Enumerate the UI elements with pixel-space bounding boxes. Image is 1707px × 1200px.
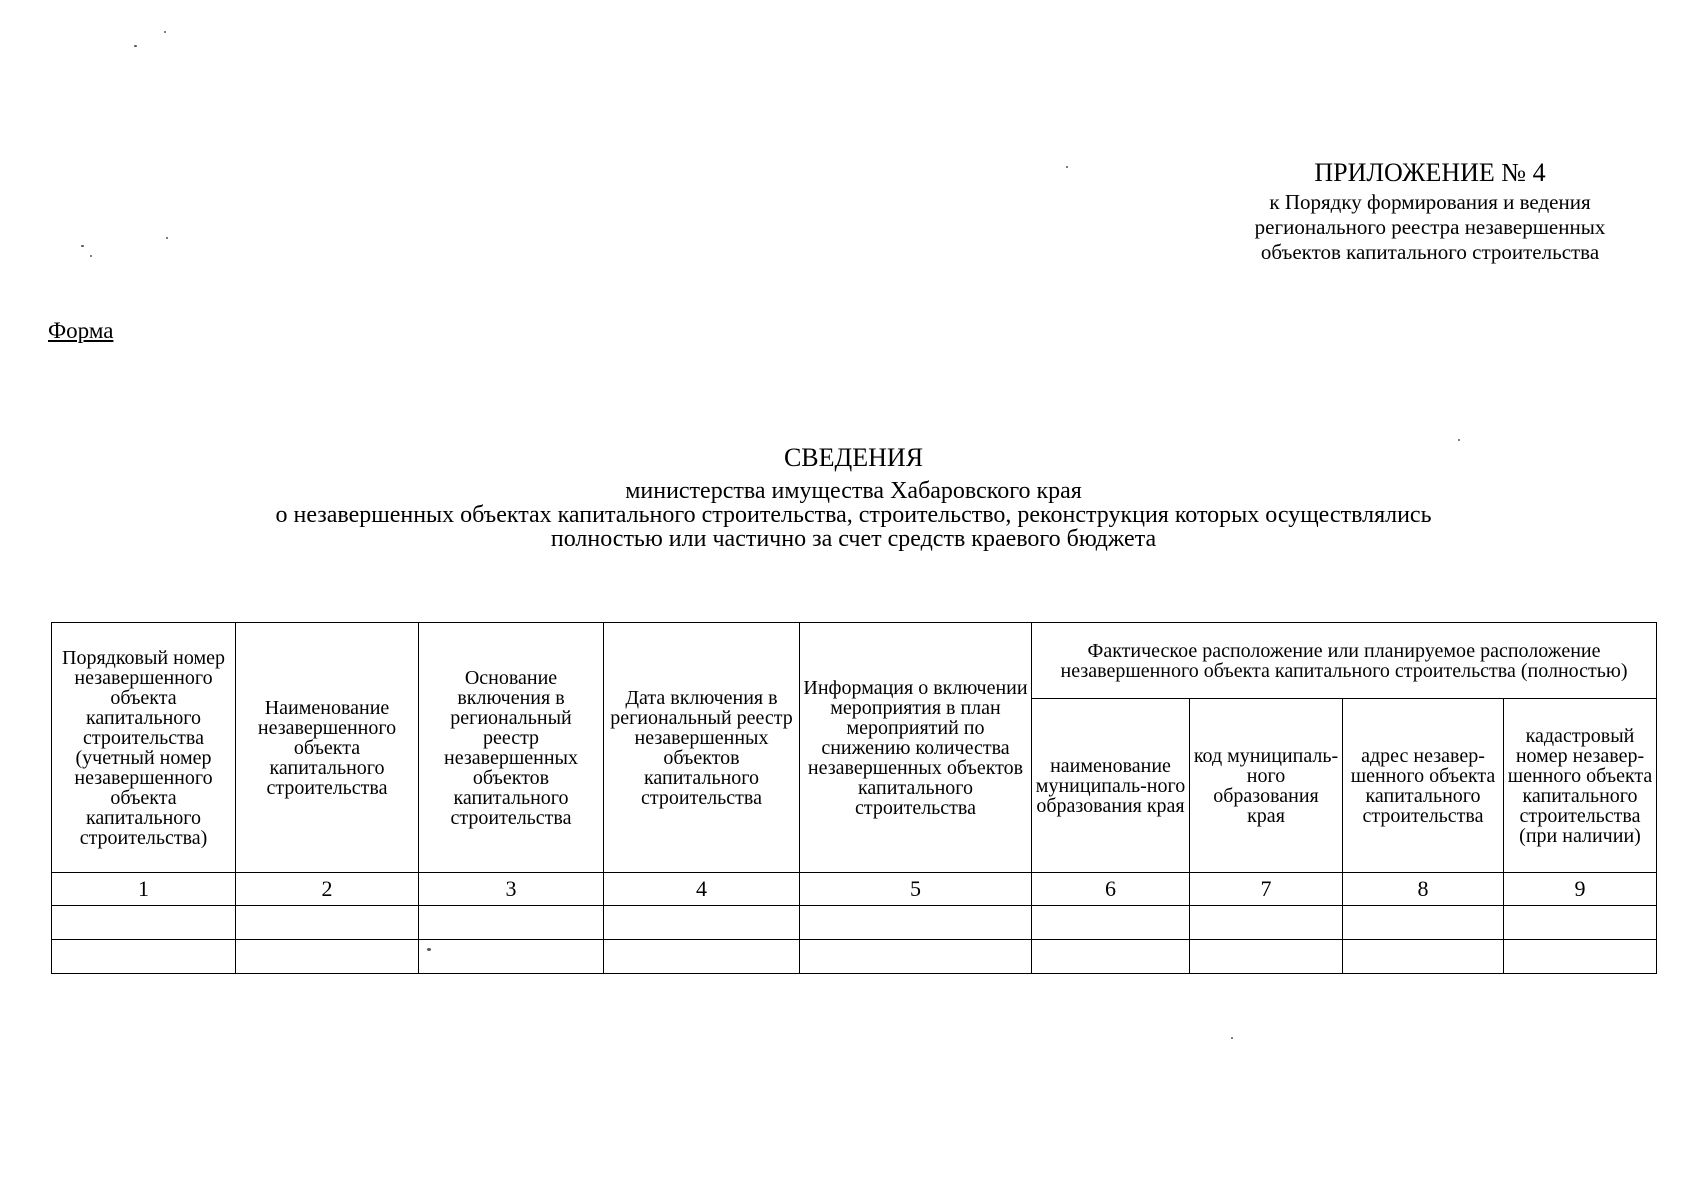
column-number: 1 bbox=[52, 873, 236, 906]
scan-speck bbox=[164, 31, 166, 33]
form-label: Форма bbox=[48, 318, 114, 343]
column-header-inclusion-basis: Основание включения в региональный реестр незавершенных объектов капитального строительства bbox=[419, 623, 604, 873]
column-number: 2 bbox=[236, 873, 419, 906]
column-number: 7 bbox=[1190, 873, 1343, 906]
table-header-row bbox=[52, 623, 1657, 699]
heading-title: СВЕДЕНИЯ bbox=[783, 443, 924, 472]
group-header-location: Фактическое расположение или планируемое расположение незавершенного объекта капитального строительства (полностью) bbox=[1032, 623, 1657, 699]
table-cell bbox=[236, 906, 419, 940]
column-header-object-address: адрес незавер-шенного объекта капитального строительства bbox=[1343, 699, 1504, 873]
column-header-inclusion-date: Дата включения в региональный реестр незавершенных объектов капитального строительства bbox=[604, 623, 800, 873]
table-cell bbox=[419, 906, 604, 940]
appendix-title: ПРИЛОЖЕНИЕ № 4 bbox=[1314, 158, 1546, 187]
table-cell bbox=[604, 906, 800, 940]
heading-line: полностью или частично за счет средств краевого бюджета bbox=[550, 526, 1157, 552]
table-cell bbox=[800, 940, 1032, 974]
heading-line: о незавершенных объектах капитального строительства, строительство, реконструкция которых осуществлялись bbox=[275, 502, 1432, 528]
column-header-municipality-code: код муниципаль-ного образования края bbox=[1190, 699, 1343, 873]
column-header-cadastral-number: кадастровый номер незавер-шенного объекта капитального строительства (при наличии) bbox=[1504, 699, 1657, 873]
document-heading bbox=[0, 443, 1707, 551]
column-number: 9 bbox=[1504, 873, 1657, 906]
table-cell bbox=[1190, 906, 1343, 940]
table-cell bbox=[52, 940, 236, 974]
table-row bbox=[52, 940, 1657, 974]
table-cell bbox=[52, 906, 236, 940]
scan-speck bbox=[90, 255, 92, 257]
column-header-plan-info: Информация о включении мероприятия в план мероприятий по снижению количества незавершенных объектов капитального строительства bbox=[800, 623, 1032, 873]
table-row bbox=[52, 906, 1657, 940]
scan-speck bbox=[427, 948, 431, 951]
scan-speck bbox=[1066, 166, 1068, 168]
column-header-municipality-name: наименование муниципаль-ного образования края bbox=[1032, 699, 1190, 873]
appendix-block bbox=[1195, 158, 1665, 263]
scan-speck bbox=[81, 245, 84, 247]
column-header-sequence-number: Порядковый номер незавершенного объекта капитального строительства (учетный номер незавершенного объекта капитального строительства) bbox=[52, 623, 236, 873]
scan-speck bbox=[166, 237, 168, 239]
appendix-subtitle-line: регионального реестра незавершенных bbox=[1254, 215, 1606, 239]
table-cell bbox=[1032, 940, 1190, 974]
column-header-object-name: Наименование незавершенного объекта капитального строительства bbox=[236, 623, 419, 873]
heading-line: министерства имущества Хабаровского края bbox=[625, 478, 1082, 504]
table-cell bbox=[800, 906, 1032, 940]
appendix-subtitle-line: к Порядку формирования и ведения bbox=[1269, 190, 1591, 214]
column-number-row bbox=[52, 873, 1657, 906]
table-cell bbox=[419, 940, 604, 974]
scan-speck bbox=[134, 45, 137, 47]
table-cell bbox=[1032, 906, 1190, 940]
table-cell bbox=[1190, 940, 1343, 974]
table-cell bbox=[1504, 906, 1657, 940]
table-cell bbox=[1504, 940, 1657, 974]
column-number: 4 bbox=[604, 873, 800, 906]
column-number: 6 bbox=[1032, 873, 1190, 906]
table-cell bbox=[236, 940, 419, 974]
column-number: 8 bbox=[1343, 873, 1504, 906]
table-cell bbox=[1343, 906, 1504, 940]
scan-speck bbox=[1458, 439, 1460, 441]
column-number: 5 bbox=[800, 873, 1032, 906]
appendix-subtitle-line: объектов капитального строительства bbox=[1260, 240, 1600, 264]
table-cell bbox=[604, 940, 800, 974]
column-number: 3 bbox=[419, 873, 604, 906]
scan-speck bbox=[1231, 1037, 1233, 1039]
table-cell bbox=[1343, 940, 1504, 974]
registry-table bbox=[51, 622, 1657, 974]
